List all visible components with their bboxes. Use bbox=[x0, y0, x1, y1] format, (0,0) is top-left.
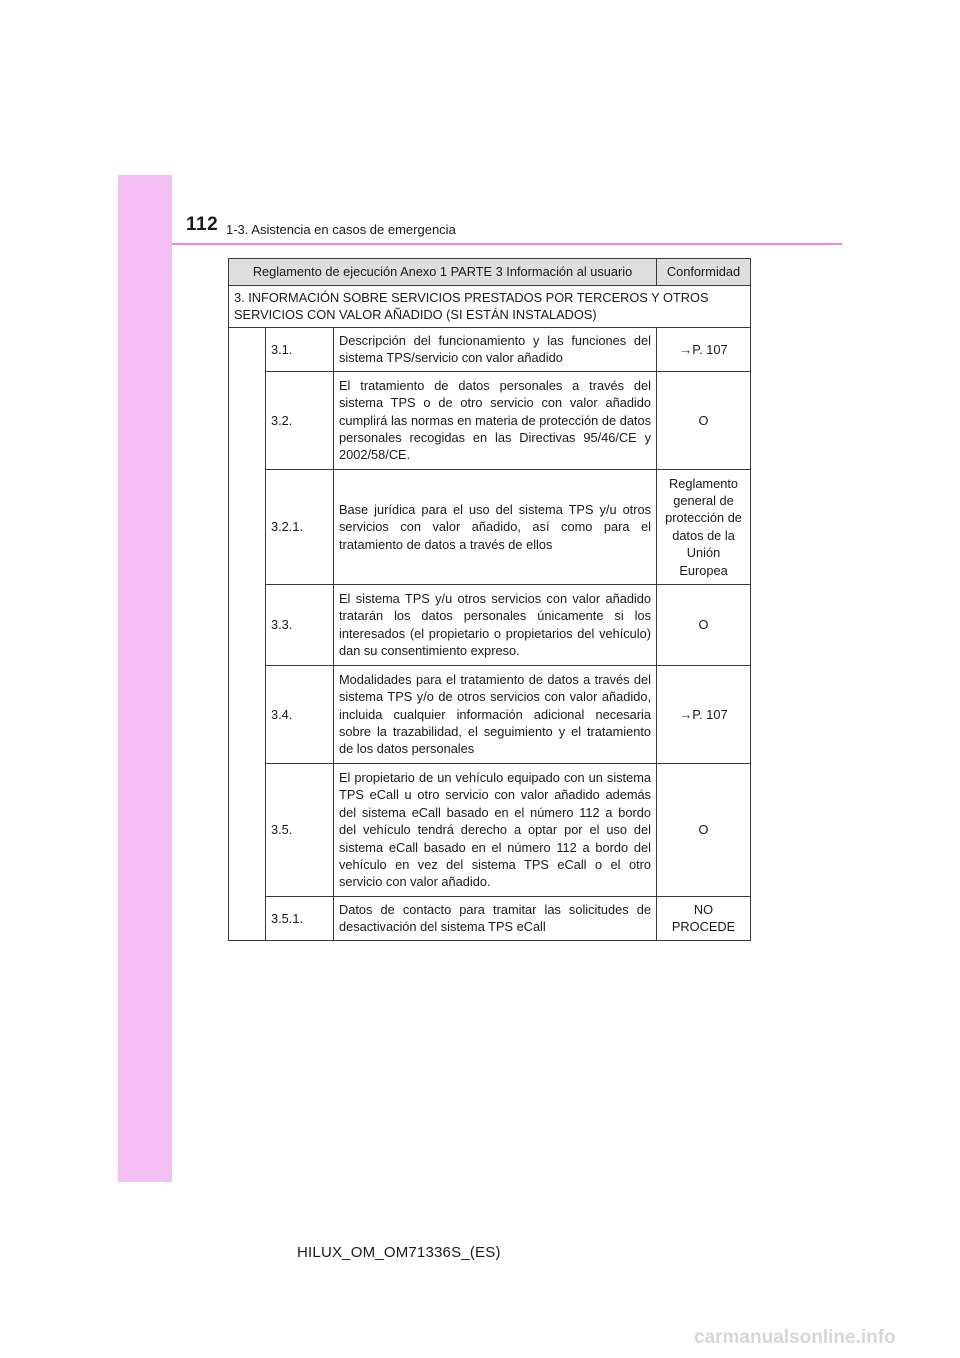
table-row bbox=[229, 584, 751, 665]
row-description: Base jurídica para el uso del sistema TPS y/u otros servicios con valor añadido, así como para el tratamiento de datos a través de ellos bbox=[334, 469, 657, 584]
row-description: Datos de contacto para tramitar las solicitudes de desactivación del sistema TPS eCall bbox=[334, 896, 657, 940]
table-row bbox=[229, 371, 751, 469]
row-number: 3.4. bbox=[266, 665, 334, 763]
row-conformity: O bbox=[657, 763, 751, 896]
table-row bbox=[229, 763, 751, 896]
table-header-row bbox=[229, 259, 751, 286]
row-conformity: O bbox=[657, 584, 751, 665]
row-number: 3.2. bbox=[266, 371, 334, 469]
table-section-row bbox=[229, 286, 751, 328]
column-header-regulation: Reglamento de ejecución Anexo 1 PARTE 3 Información al usuario bbox=[229, 259, 657, 286]
row-number: 3.5. bbox=[266, 763, 334, 896]
row-description: Descripción del funcionamiento y las funciones del sistema TPS/servicio con valor añadido bbox=[334, 327, 657, 371]
row-conformity: →P. 107 bbox=[657, 665, 751, 763]
regulation-table bbox=[228, 258, 751, 941]
table-row bbox=[229, 469, 751, 584]
watermark: carmanualsonline.info bbox=[694, 1327, 896, 1348]
row-number: 3.2.1. bbox=[266, 469, 334, 584]
row-number: 3.5.1. bbox=[266, 896, 334, 940]
table-row bbox=[229, 327, 751, 371]
row-description: El tratamiento de datos personales a través del sistema TPS o de otro servicio con valor añadido cumplirá las normas en materia de protección de datos personales recogidas en las Directivas 95/46/CE y 2002/58/CE. bbox=[334, 371, 657, 469]
page-number: 112 bbox=[186, 214, 219, 235]
row-description: Modalidades para el tratamiento de datos a través del sistema TPS y/o de otros servicios con valor añadido, incluida cualquier información adicional necesaria sobre la trazabilidad, el seguimiento y el tratamiento de los datos personales bbox=[334, 665, 657, 763]
chapter-side-band bbox=[118, 175, 172, 1182]
table-row bbox=[229, 665, 751, 763]
header-divider bbox=[172, 243, 842, 245]
row-conformity: →P. 107 bbox=[657, 327, 751, 371]
row-number: 3.3. bbox=[266, 584, 334, 665]
row-conformity: Reglamento general de protección de datos de la Unión Europea bbox=[657, 469, 751, 584]
row-conformity: O bbox=[657, 371, 751, 469]
row-conformity: NO PROCEDE bbox=[657, 896, 751, 940]
section-title: 1-3. Asistencia en casos de emergencia bbox=[226, 222, 456, 237]
indent-cell bbox=[229, 327, 266, 940]
row-description: El propietario de un vehículo equipado con un sistema TPS eCall u otro servicio con valor añadido además del sistema eCall basado en el número 112 a bordo del vehículo tendrá derecho a optar por el uso del sistema eCall basado en el número 112 a bordo del vehículo en vez del sistema TPS eCall o el otro servicio con valor añadido. bbox=[334, 763, 657, 896]
row-number: 3.1. bbox=[266, 327, 334, 371]
row-description: El sistema TPS y/u otros servicios con valor añadido tratarán los datos personales únicamente si los interesados (el propietario o propietarios del vehículo) dan su consentimiento expreso. bbox=[334, 584, 657, 665]
document-code: HILUX_OM_OM71336S_(ES) bbox=[297, 1244, 501, 1261]
column-header-conformity: Conformidad bbox=[657, 259, 751, 286]
section-heading: 3. INFORMACIÓN SOBRE SERVICIOS PRESTADOS POR TERCEROS Y OTROS SERVICIOS CON VALOR AÑADIDO (SI ESTÁN INSTALADOS) bbox=[229, 286, 751, 328]
table-row bbox=[229, 896, 751, 940]
